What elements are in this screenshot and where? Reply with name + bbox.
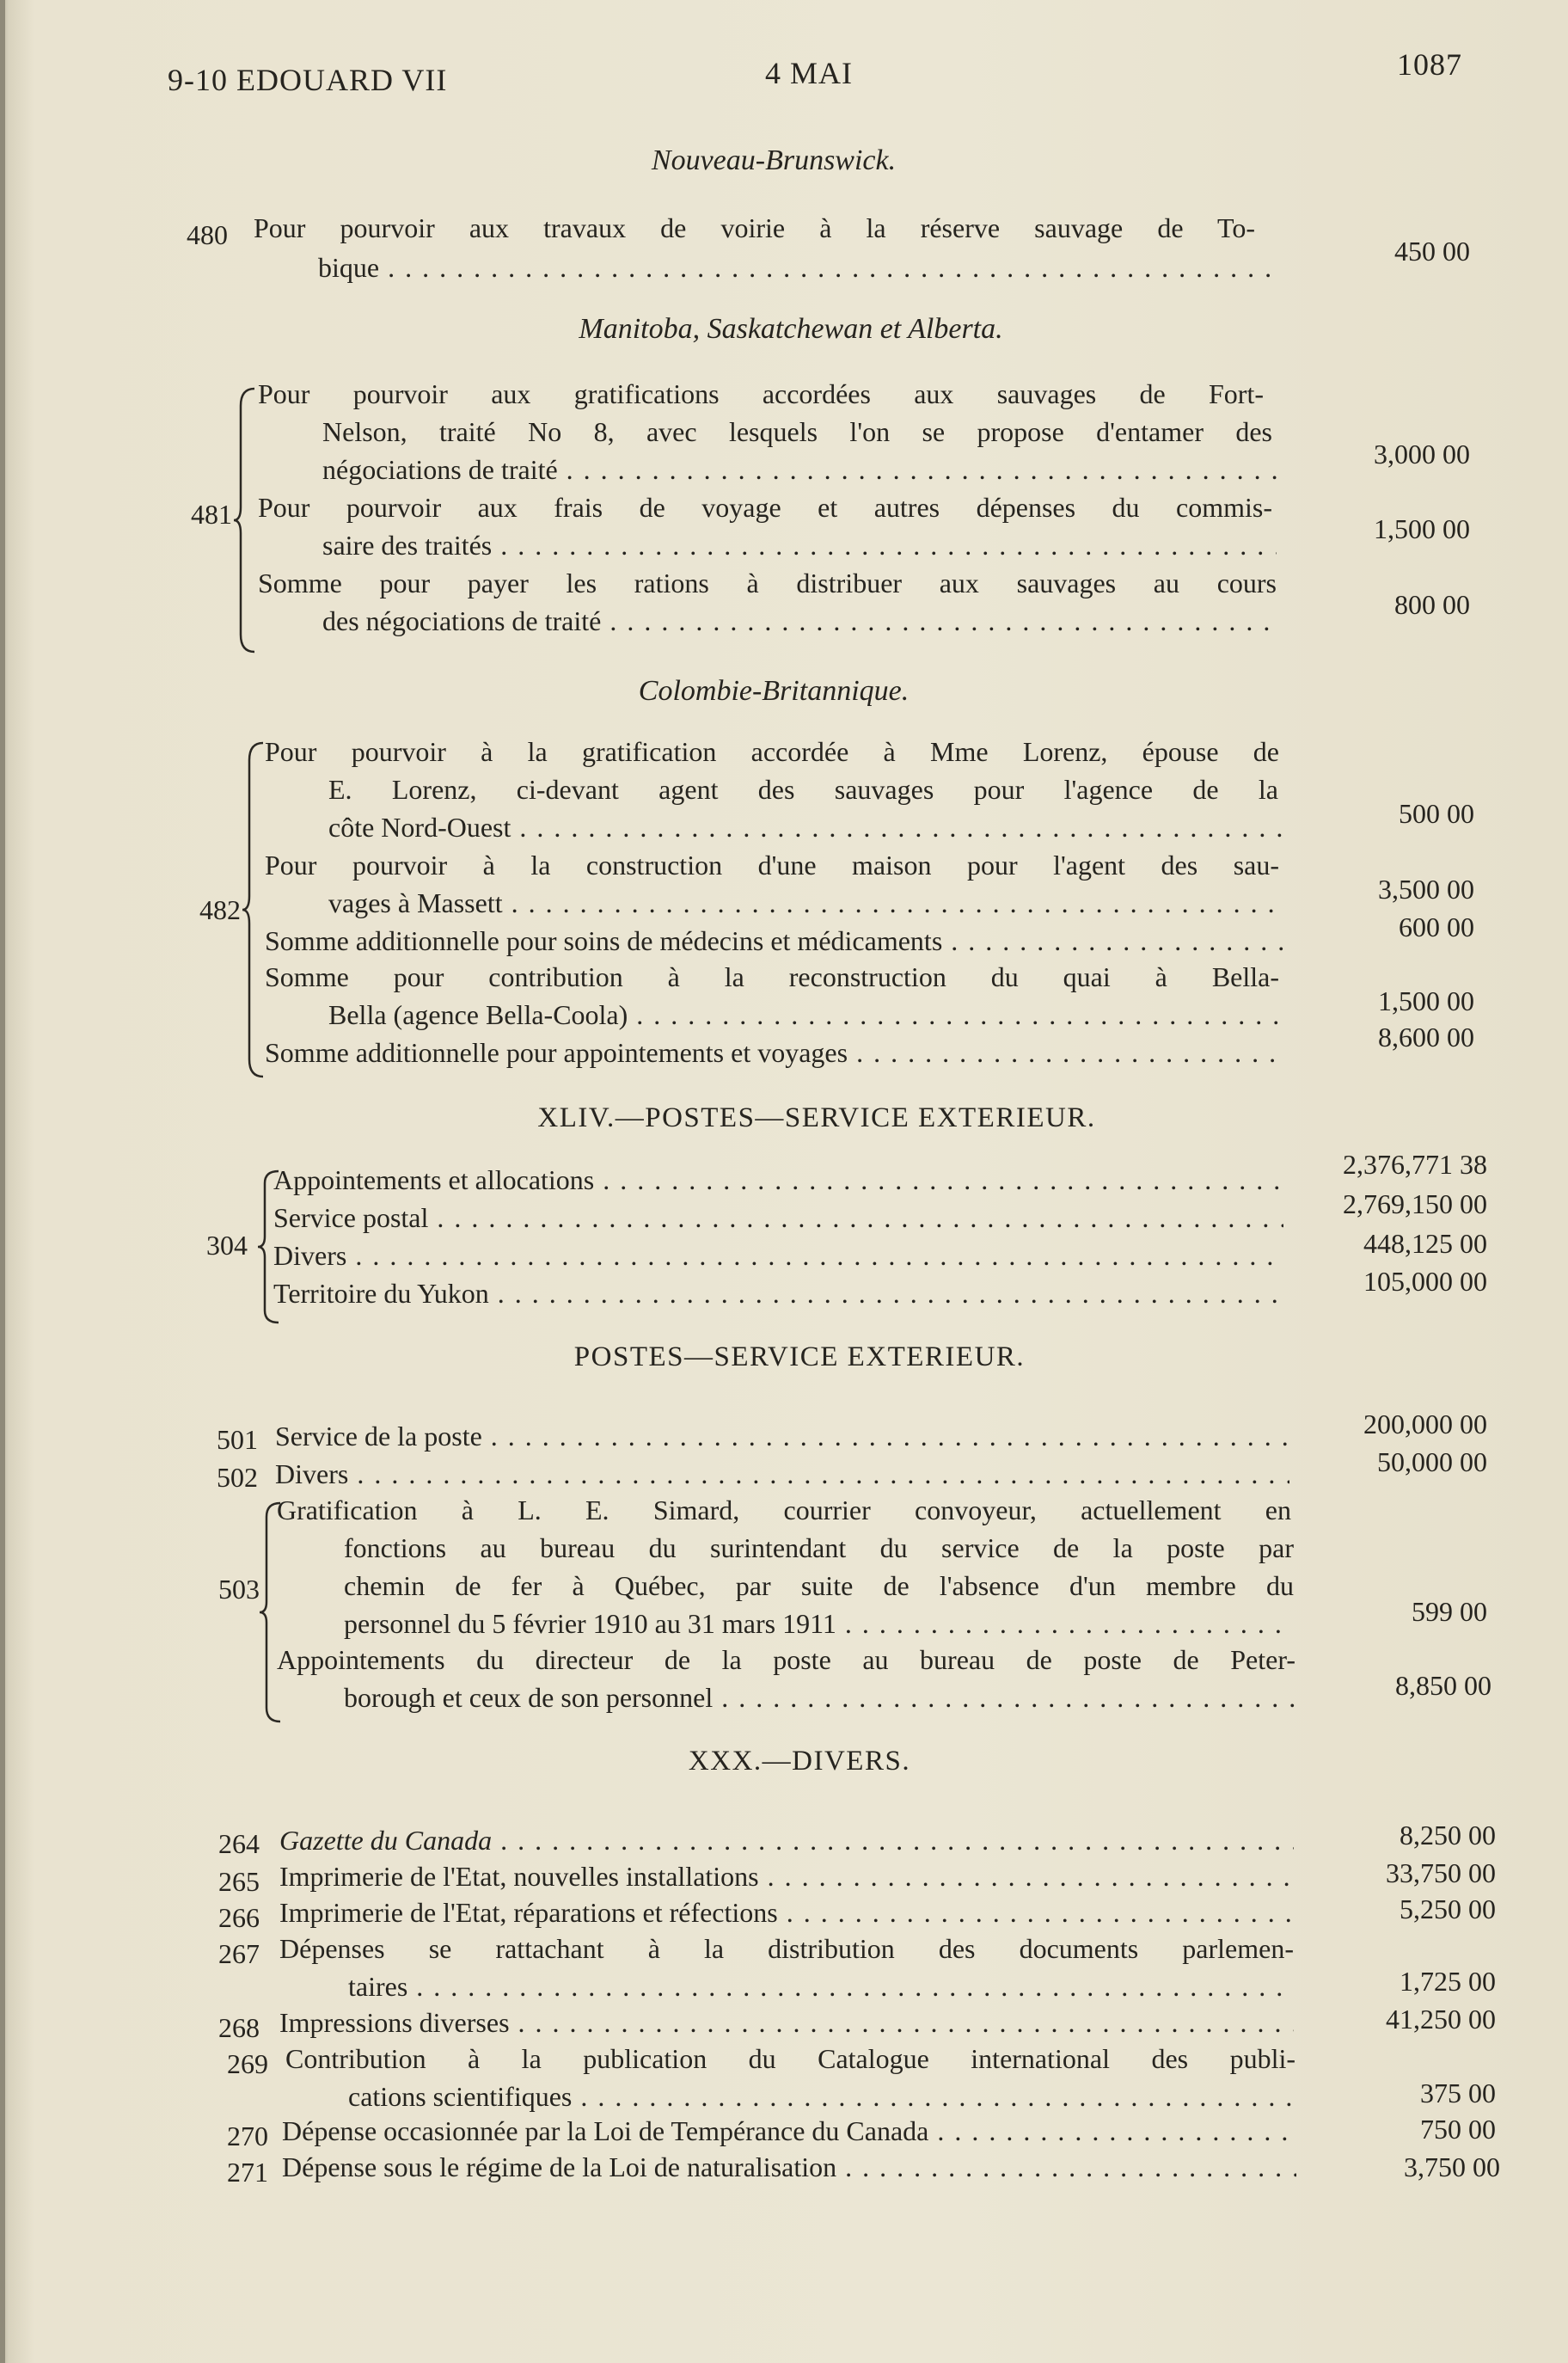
item-text: fonctions au bureau du surintendant du service de la poste par — [344, 1532, 1294, 1563]
header-center: 4 MAI — [765, 56, 853, 90]
header-left: 9-10 EDOUARD VII — [168, 63, 448, 97]
xliv-item-label: Service postal . . . — [273, 1202, 1283, 1234]
item-amount: 3,000 00 — [1374, 439, 1470, 470]
item-amount: 33,750 00 — [1386, 1857, 1496, 1888]
item-text: Impressions diverses . . . — [279, 2007, 1294, 2039]
brace — [232, 387, 258, 654]
item-text: Gratification à L. E. Simard, courrier convoyeur, actuellement en — [277, 1495, 1291, 1525]
item-amount: 600 00 — [1399, 911, 1474, 942]
item-amount: 1,725 00 — [1400, 1966, 1496, 1997]
item-number: 265 — [218, 1866, 260, 1897]
item-amount: 750 00 — [1420, 2114, 1496, 2145]
item-number: 268 — [218, 2012, 260, 2043]
xliv-item-amount: 448,125 00 — [1363, 1228, 1487, 1259]
item-number: 267 — [218, 1938, 260, 1969]
item-number: 266 — [218, 1902, 260, 1933]
item-text: Dépenses se rattachant à la distribution des documents parlemen- — [279, 1933, 1294, 1964]
xliv-item-amount: 2,769,150 00 — [1343, 1188, 1487, 1219]
item-text: Divers . . . — [275, 1458, 1289, 1490]
item-amount: 375 00 — [1420, 2078, 1496, 2108]
item-amount: 8,600 00 — [1378, 1022, 1474, 1053]
group-number: 482 — [199, 894, 241, 925]
item-amount: 3,750 00 — [1404, 2151, 1500, 2182]
item-text: Pour pourvoir à la gratification accordée à Mme Lorenz, épouse de — [265, 736, 1279, 767]
item-text: Pour pourvoir aux frais de voyage et autres dépenses du commis- — [258, 492, 1272, 523]
item-amount: 1,500 00 — [1378, 985, 1474, 1016]
binding-edge — [0, 0, 5, 2363]
page-number: 1087 — [1397, 47, 1462, 82]
gazette-title: Gazette du Canada — [279, 1825, 493, 1856]
item-text: des négociations de traité . . . — [322, 605, 1277, 637]
item-text: bique . . . — [318, 252, 1272, 284]
item-text: Pour pourvoir aux travaux de voirie à la réserve sauvage de To- — [254, 212, 1255, 243]
item-text: Appointements du directeur de la poste au bureau de poste de Peter- — [277, 1644, 1295, 1675]
item-text: vages à Massett . . . — [328, 887, 1283, 919]
item-number: 271 — [227, 2157, 268, 2188]
item-amount: 8,850 00 — [1395, 1670, 1491, 1701]
item-number: 480 — [187, 219, 228, 250]
xliv-item-amount: 2,376,771 38 — [1343, 1149, 1487, 1180]
brace — [241, 741, 266, 1078]
item-number: 269 — [227, 2048, 268, 2079]
item-text: borough et ceux de son personnel . . . — [344, 1682, 1298, 1714]
item-number: 264 — [218, 1828, 260, 1859]
group-number: 304 — [206, 1230, 248, 1261]
section-title-prairies: Manitoba, Saskatchewan et Alberta. — [579, 313, 1003, 345]
item-number: 502 — [217, 1462, 258, 1493]
item-text: Dépense occasionnée par la Loi de Tempérance du Canada . . . — [282, 2115, 1296, 2147]
xliv-item-label: Appointements et allocations . . . — [273, 1164, 1283, 1196]
item-text: côte Nord-Ouest . . . — [328, 812, 1283, 844]
item-number: 270 — [227, 2121, 268, 2151]
item-amount: 1,500 00 — [1374, 513, 1470, 544]
group-number: 481 — [191, 499, 232, 530]
item-text: cations scientifiques . . . — [348, 2081, 1294, 2113]
item-text: Service de la poste . . . — [275, 1421, 1289, 1452]
item-amount: 3,500 00 — [1378, 874, 1474, 905]
item-text: Nelson, traité No 8, avec lesquels l'on se propose d'entamer des — [322, 416, 1272, 447]
item-text: Pour pourvoir à la construction d'une maison pour l'agent des sau- — [265, 850, 1279, 881]
item-amount: 8,250 00 — [1400, 1820, 1496, 1851]
item-text: Somme additionnelle pour appointements et voyages . . . — [265, 1037, 1283, 1069]
item-text: chemin de fer à Québec, par suite de l'absence d'un membre du — [344, 1570, 1294, 1601]
item-text: Dépense sous le régime de la Loi de naturalisation . . . — [282, 2151, 1296, 2183]
item-text: Imprimerie de l'Etat, réparations et réfections . . . — [279, 1897, 1294, 1929]
item-text: Somme additionnelle pour soins de médecins et médicaments . . . — [265, 925, 1283, 957]
xliv-item-label: Territoire du Yukon . . . — [273, 1278, 1283, 1310]
item-amount: 450 00 — [1394, 236, 1470, 267]
item-text: E. Lorenz, ci-devant agent des sauvages pour l'agence de la — [328, 774, 1278, 805]
item-text: Contribution à la publication du Catalogue international des publi- — [285, 2043, 1295, 2074]
brace — [258, 1501, 284, 1723]
item-amount: 200,000 00 — [1363, 1409, 1487, 1439]
item-number: 501 — [217, 1424, 258, 1455]
section-title-xxx-divers: XXX.—DIVERS. — [688, 1746, 911, 1777]
item-text: Somme pour payer les rations à distribuer aux sauvages au cours — [258, 568, 1277, 598]
item-text: Somme pour contribution à la reconstruction du quai à Bella- — [265, 961, 1279, 992]
item-text: taires . . . — [348, 1971, 1294, 2003]
item-text: saire des traités . . . — [322, 530, 1277, 562]
xliv-item-amount: 105,000 00 — [1363, 1266, 1487, 1297]
item-text: personnel du 5 février 1910 au 31 mars 1911 . . . — [344, 1608, 1294, 1640]
item-amount: 5,250 00 — [1400, 1893, 1496, 1924]
item-amount: 50,000 00 — [1377, 1446, 1487, 1477]
item-text: négociations de traité . . . — [322, 454, 1277, 486]
xliv-item-label: Divers . . . — [273, 1240, 1283, 1272]
item-amount: 599 00 — [1412, 1596, 1487, 1627]
section-title-colombie-britannique: Colombie-Britannique. — [638, 675, 910, 707]
section-title-postes: POSTES—SERVICE EXTERIEUR. — [573, 1341, 1026, 1372]
item-text: Bella (agence Bella-Coola) . . . — [328, 999, 1283, 1031]
group-number: 503 — [218, 1574, 260, 1605]
item-text: Imprimerie de l'Etat, nouvelles installations . . . — [279, 1861, 1294, 1893]
section-title-nouveau-brunswick: Nouveau-Brunswick. — [651, 144, 897, 176]
item-text — [279, 1825, 1294, 1857]
section-title-xliv-postes: XLIV.—POSTES—SERVICE EXTERIEUR. — [537, 1102, 1096, 1133]
item-amount: 41,250 00 — [1386, 2004, 1496, 2035]
item-text: Pour pourvoir aux gratifications accordées aux sauvages de Fort- — [258, 378, 1264, 409]
item-amount: 500 00 — [1399, 798, 1474, 829]
item-amount: 800 00 — [1394, 589, 1470, 620]
